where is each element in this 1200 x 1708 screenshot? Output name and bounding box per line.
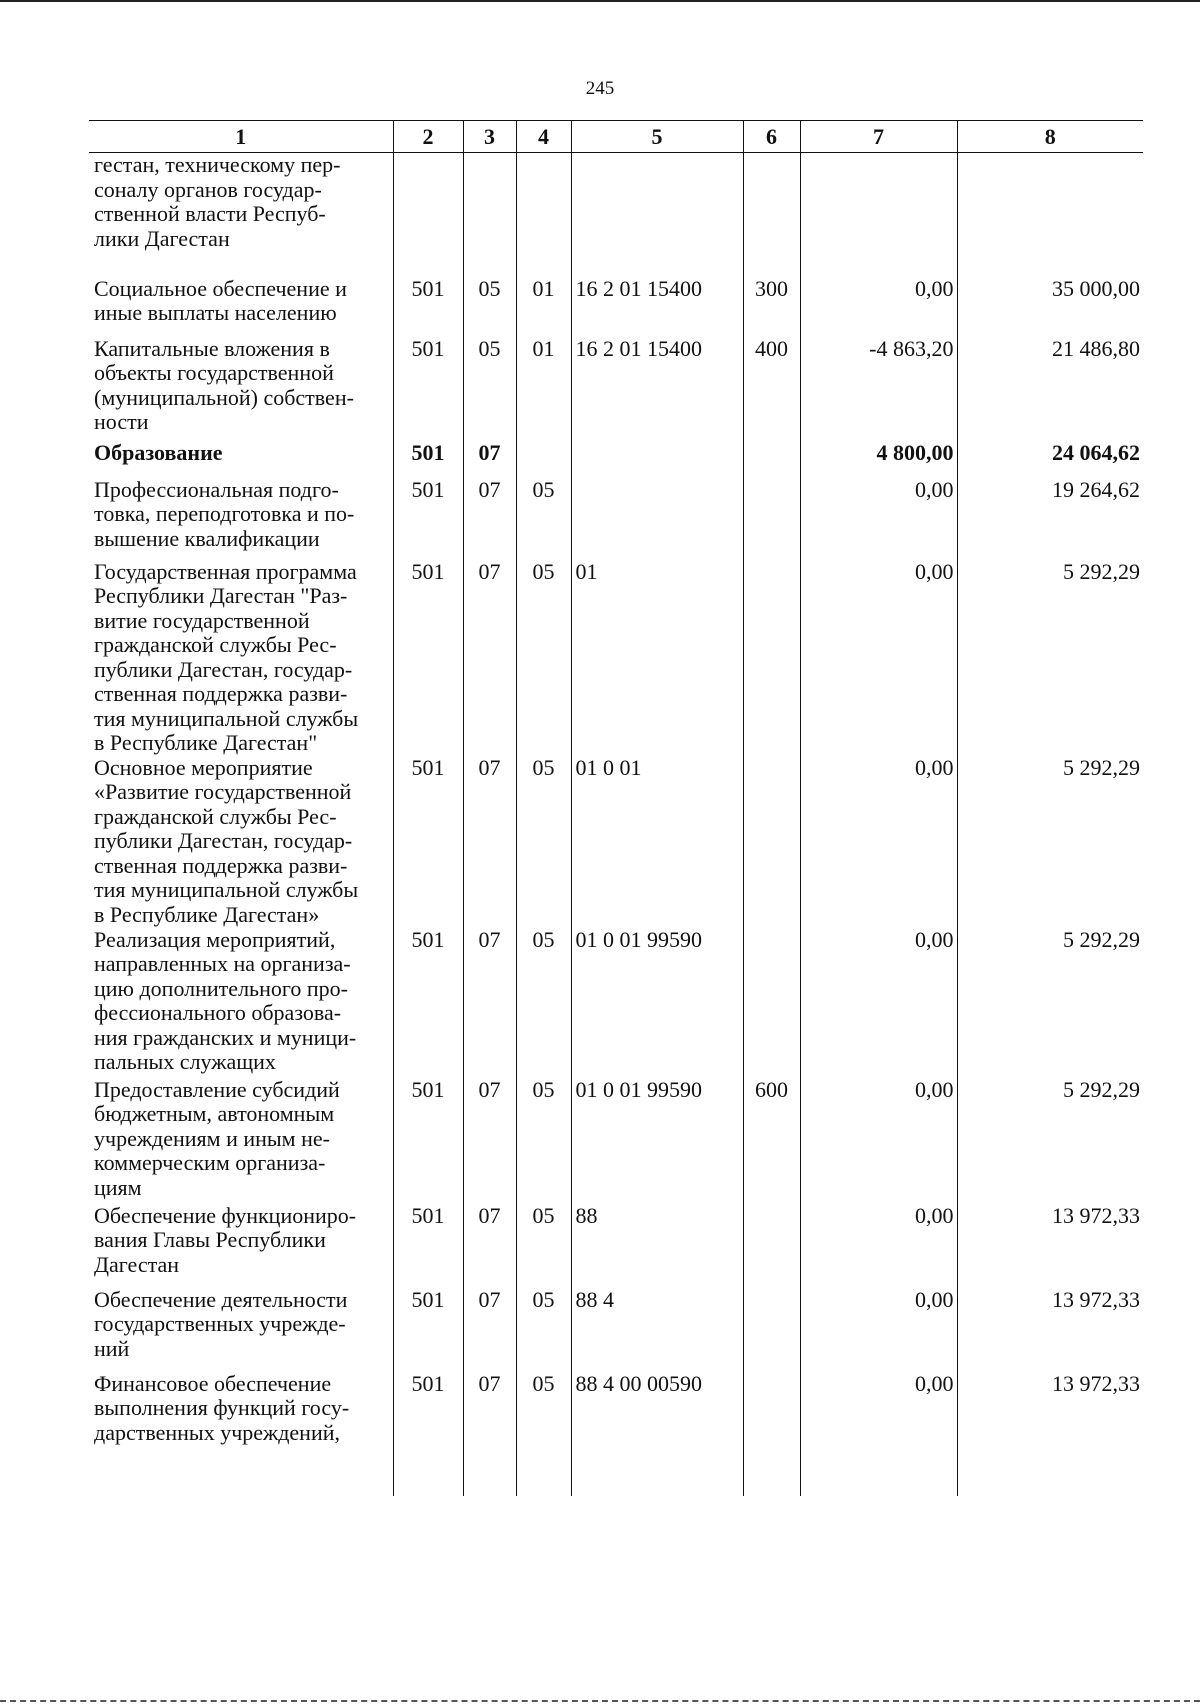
cell-col2: 501	[393, 478, 463, 560]
cell-col3: 07	[463, 560, 516, 756]
cell-col2: 501	[393, 1372, 463, 1496]
cell-col3: 07	[463, 1288, 516, 1372]
row-label: Финансовое обеспечение выполнения функций госу- дарственных учреждений,	[94, 1370, 350, 1445]
cell-col4: 05	[516, 560, 571, 756]
cell-col8: 21 486,80	[957, 337, 1143, 441]
cell-col2: 501	[393, 1078, 463, 1204]
row-label: Основное мероприятие «Развитие государственной гражданской службы Рес- публики Дагестан, государ- ственная поддержка разви- тия муниципальной службы в Республике Дагестан»	[94, 754, 359, 927]
cell-col5: 16 2 01 15400	[571, 277, 743, 337]
column-header: 6	[743, 121, 800, 153]
cell-col2: 501	[393, 1288, 463, 1372]
cell-col5: 01 0 01 99590	[571, 928, 743, 1078]
cell-col5: 16 2 01 15400	[571, 337, 743, 441]
cell-col4: 05	[516, 1288, 571, 1372]
row-label: Государственная программа Республики Дагестан "Раз- витие государственной гражданской службы Рес- публики Дагестан, государ- ственная поддержка разви- тия муниципальной службы в Республике Дагестан"	[94, 558, 359, 755]
cell-col8: 5 292,29	[957, 560, 1143, 756]
cell-col6	[743, 1204, 800, 1288]
cell-col3	[463, 153, 516, 277]
column-header: 5	[571, 121, 743, 153]
cell-col8: 35 000,00	[957, 277, 1143, 337]
cell-col6	[743, 928, 800, 1078]
table-row	[89, 1204, 1143, 1288]
column-header: 2	[393, 121, 463, 153]
cell-col3: 07	[463, 1204, 516, 1288]
cell-col8: 24 064,62	[957, 441, 1143, 478]
table-row	[89, 277, 1143, 337]
cell-col6	[743, 478, 800, 560]
cell-col5	[571, 478, 743, 560]
cell-col6	[743, 1372, 800, 1496]
cell-col5	[571, 441, 743, 478]
cell-col4: 01	[516, 337, 571, 441]
cell-col8: 5 292,29	[957, 1078, 1143, 1204]
cell-col5: 01 0 01 99590	[571, 1078, 743, 1204]
row-label: Обеспечение деятельности государственных учрежде- ний	[94, 1286, 348, 1361]
cell-col8: 13 972,33	[957, 1204, 1143, 1288]
table-row	[89, 756, 1143, 928]
cell-col2: 501	[393, 1204, 463, 1288]
cell-col6	[743, 756, 800, 928]
row-label: Капитальные вложения в объекты государственной (муниципальной) собствен- ности	[94, 335, 354, 434]
cell-col4: 01	[516, 277, 571, 337]
cell-col6: 300	[743, 277, 800, 337]
cell-col7: 0,00	[800, 478, 957, 560]
table-body	[89, 153, 1143, 1496]
table-header-row	[89, 121, 1143, 153]
cell-col2: 501	[393, 277, 463, 337]
cell-col7	[800, 153, 957, 277]
cell-col8: 13 972,33	[957, 1288, 1143, 1372]
column-header: 4	[516, 121, 571, 153]
cell-col7: 0,00	[800, 1078, 957, 1204]
cell-col7: 0,00	[800, 1288, 957, 1372]
cell-col2: 501	[393, 441, 463, 478]
row-label: Социальное обеспечение и иные выплаты населению	[94, 275, 347, 325]
cell-col2: 501	[393, 756, 463, 928]
cell-col5: 88 4	[571, 1288, 743, 1372]
cell-col4	[516, 441, 571, 478]
cell-col6	[743, 1288, 800, 1372]
cell-col3: 05	[463, 337, 516, 441]
scan-top-edge	[0, 0, 1200, 2]
column-header: 3	[463, 121, 516, 153]
cell-col5: 88	[571, 1204, 743, 1288]
cell-col4: 05	[516, 928, 571, 1078]
cell-col3: 07	[463, 441, 516, 478]
cell-col4: 05	[516, 1204, 571, 1288]
cell-col3: 07	[463, 1372, 516, 1496]
cell-col8: 13 972,33	[957, 1372, 1143, 1496]
row-label: Предоставление субсидий бюджетным, автономным учреждениям и иным не- коммерческим организа- циям	[94, 1076, 340, 1200]
cell-col2	[393, 153, 463, 277]
cell-col6: 400	[743, 337, 800, 441]
table-row	[89, 337, 1143, 441]
cell-col8	[957, 153, 1143, 277]
cell-col3: 07	[463, 1078, 516, 1204]
cell-col5: 88 4 00 00590	[571, 1372, 743, 1496]
cell-col7: 4 800,00	[800, 441, 957, 478]
column-header: 7	[800, 121, 957, 153]
cell-col8: 19 264,62	[957, 478, 1143, 560]
row-label: гестан, техническому пер- соналу органов государ- ственной власти Респуб- лики Дагестан	[94, 152, 341, 251]
cell-col8: 5 292,29	[957, 928, 1143, 1078]
cell-col4: 05	[516, 1078, 571, 1204]
cell-col4: 05	[516, 1372, 571, 1496]
scan-bottom-edge	[0, 1700, 1200, 1702]
table-row	[89, 441, 1143, 478]
cell-col7: 0,00	[800, 560, 957, 756]
table-row	[89, 1372, 1143, 1496]
cell-col5: 01	[571, 560, 743, 756]
page-number: 245	[585, 78, 615, 99]
row-label: Реализация мероприятий, направленных на организа- цию дополнительного про- фессионального образова- ния гражданских и муници- пальных служащих	[94, 926, 357, 1074]
cell-col7: 0,00	[800, 928, 957, 1078]
cell-col2: 501	[393, 560, 463, 756]
table-row	[89, 153, 1143, 277]
cell-col5	[571, 153, 743, 277]
table-row	[89, 478, 1143, 560]
cell-col3: 07	[463, 756, 516, 928]
table-row	[89, 560, 1143, 756]
cell-col3: 05	[463, 277, 516, 337]
cell-col4: 05	[516, 478, 571, 560]
table-row	[89, 1078, 1143, 1204]
table-row	[89, 1288, 1143, 1372]
cell-col4: 05	[516, 756, 571, 928]
cell-col8: 5 292,29	[957, 756, 1143, 928]
cell-col7: 0,00	[800, 1372, 957, 1496]
column-header: 1	[89, 121, 393, 153]
cell-col3: 07	[463, 478, 516, 560]
cell-col7: 0,00	[800, 1204, 957, 1288]
cell-col5: 01 0 01	[571, 756, 743, 928]
cell-col4	[516, 153, 571, 277]
cell-col6	[743, 441, 800, 478]
cell-col7: 0,00	[800, 277, 957, 337]
cell-col7: 0,00	[800, 756, 957, 928]
column-header: 8	[957, 121, 1143, 153]
table-row	[89, 928, 1143, 1078]
row-label: Обеспечение функциониро- вания Главы Республики Дагестан	[94, 1202, 357, 1277]
budget-table	[89, 120, 1143, 1496]
cell-col6: 600	[743, 1078, 800, 1204]
cell-col2: 501	[393, 928, 463, 1078]
cell-col3: 07	[463, 928, 516, 1078]
cell-col6	[743, 153, 800, 277]
cell-col7: -4 863,20	[800, 337, 957, 441]
cell-col6	[743, 560, 800, 756]
row-label: Образование	[94, 439, 223, 465]
cell-col2: 501	[393, 337, 463, 441]
row-label: Профессиональная подго- товка, переподготовка и по- вышение квалификации	[94, 476, 355, 551]
